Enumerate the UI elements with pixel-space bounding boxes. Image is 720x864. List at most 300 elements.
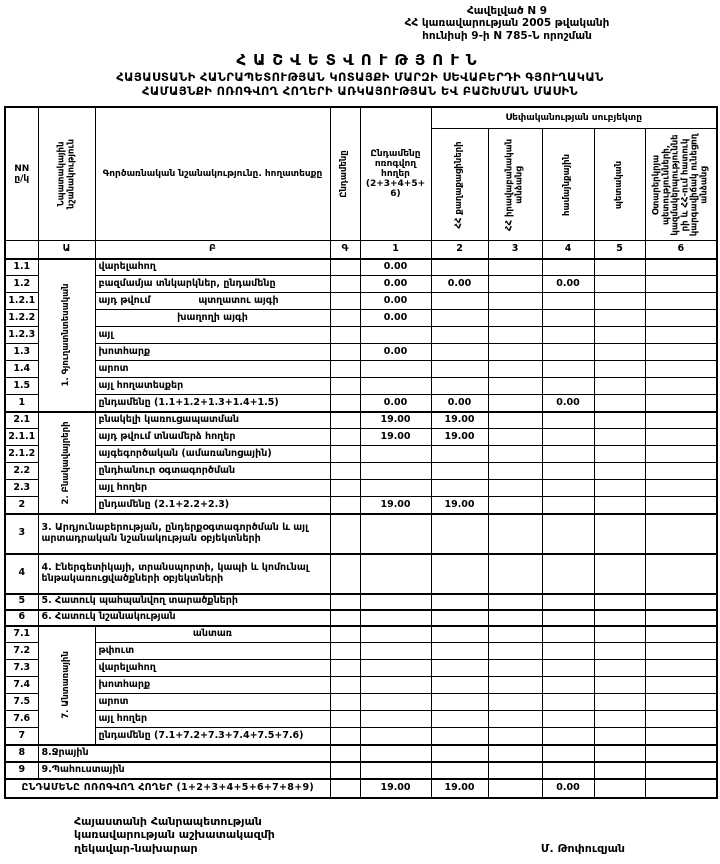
table-row-2-1-1 [5,429,717,446]
cell-v5 [594,626,645,643]
page-subtitle-line1: ՀԱՅԱՍՏԱՆԻ ՀԱՆՐԱՊԵՏՈՒԹՅԱՆ ԿՈՏԱՅՔԻ ՄԱՐԶԻ ՍԵՎԱԲԵՐԴԻ ԳՅՈՒՂԱԿԱՆ [116,69,604,84]
table-row-9 [5,762,717,779]
cell-v3 [488,293,542,310]
cell-v4 [542,694,594,711]
section-label-settlements: 2. Բնակավայրերի [38,412,95,514]
row-num: 9 [5,762,38,779]
cell-v6 [645,293,717,310]
cell-v1 [360,610,431,626]
row-num: 7.3 [5,660,38,677]
row-label-prefix: այդ թվում [98,294,151,306]
row-label: խաղողի այգի [95,310,330,327]
table-row-2-total [5,497,717,514]
row-num: 5 [5,594,38,610]
cell-v2 [431,762,488,779]
cell-v5 [594,694,645,711]
table-row-1-total [5,395,717,412]
cell-g [330,259,360,276]
cell-g [330,310,360,327]
signatory-title-line2: կառավարության աշխատակազմի [74,828,275,842]
cell-v6 [645,554,717,594]
col-header-purpose [38,107,95,241]
row-num: 2 [5,497,38,514]
row-label: անտառ [95,626,330,643]
cell-v3 [488,344,542,361]
cell-v4 [542,378,594,395]
row-label: 5. Հատուկ պահպանվող տարածքների [38,594,330,610]
table-row-7-total [5,728,717,745]
cell-v1 [360,643,431,660]
cell-v1: 19.00 [360,429,431,446]
cell-v4: 0.00 [542,779,594,798]
row-num: 1.2.1 [5,293,38,310]
title-block [0,51,720,99]
signatory-title-line3: ղեկավար-նախարար [74,842,198,856]
cell-v4 [542,711,594,728]
table-row-7-5 [5,694,717,711]
cell-v4 [542,745,594,762]
row-label: այլ հողեր [95,711,330,728]
cell-v4 [542,446,594,463]
row-label: 8.Ջրային [38,745,330,762]
col-header-owner-legal: ՀՀ իրավաբանական անձանց [488,129,542,241]
row-label: այլ հողեր [95,480,330,497]
table-row-7-6 [5,711,717,728]
cell-v6 [645,497,717,514]
row-num: 1.3 [5,344,38,361]
cell-v5 [594,429,645,446]
letter-1: 1 [360,241,431,259]
cell-v1: 19.00 [360,779,431,798]
cell-v6 [645,594,717,610]
row-label: այլ [95,327,330,344]
cell-v1: 0.00 [360,344,431,361]
row-label-main: պտղատու այգի [198,294,279,306]
row-num: 2.3 [5,480,38,497]
cell-g [330,514,360,554]
cell-v1: 0.00 [360,293,431,310]
row-label: ընդամենը (2.1+2.2+2.3) [95,497,330,514]
row-label: թփուտ [95,643,330,660]
cell-g [330,728,360,745]
page-title: ՀԱՇՎԵՏՎՈՒԹՅՈՒՆ [236,51,484,70]
cell-v1 [360,378,431,395]
cell-v6 [645,446,717,463]
cell-v3 [488,762,542,779]
cell-v6 [645,514,717,554]
cell-g [330,554,360,594]
cell-v2 [431,344,488,361]
row-num: 8 [5,745,38,762]
section-label-forest: 7. Անտառային [38,626,95,745]
cell-g [330,429,360,446]
cell-v2: 0.00 [431,395,488,412]
col-header-owner-citizens: ՀՀ քաղաքացիների [431,129,488,241]
row-num: 4 [5,554,38,594]
cell-v6 [645,711,717,728]
cell-v3 [488,711,542,728]
table-row-1-4 [5,361,717,378]
table-row-7-1 [5,626,717,643]
table-row-2-2 [5,463,717,480]
cell-v4: 0.00 [542,395,594,412]
letter-a: Ա [38,241,95,259]
row-label: արոտ [95,694,330,711]
cell-v3 [488,310,542,327]
cell-v5 [594,711,645,728]
cell-v6 [645,728,717,745]
cell-v2 [431,514,488,554]
appendix-note-line2: ՀՀ կառավարության 2005 թվականի [404,17,610,30]
cell-g [330,711,360,728]
cell-v1 [360,677,431,694]
cell-v4 [542,660,594,677]
cell-v3 [488,327,542,344]
col-header-g-total-text: Ընդամենը [339,150,350,198]
cell-g [330,694,360,711]
appendix-note-line1: Հավելված N 9 [466,5,548,17]
col-header-purpose-text: Նպատակային նշանակություն [55,138,76,209]
cell-v6 [645,378,717,395]
cell-v5 [594,779,645,798]
cell-v3 [488,728,542,745]
row-num: 1 [5,395,38,412]
cell-v1 [360,480,431,497]
signatory-name: Մ. Թոփուզյան [540,842,625,856]
cell-v4 [542,594,594,610]
cell-v6 [645,361,717,378]
cell-v3 [488,554,542,594]
cell-v3 [488,395,542,412]
row-num: 7.4 [5,677,38,694]
cell-v3 [488,779,542,798]
table-row-7-3 [5,660,717,677]
cell-v1 [360,728,431,745]
row-num: 7.5 [5,694,38,711]
cell-v4: 0.00 [542,276,594,293]
row-label: այդ թվում տնամերձ հողեր [95,429,330,446]
col-header-nn: NN ը/կ [5,107,38,241]
cell-v2 [431,711,488,728]
appendix-note-line3: հունիսի 9-ի N 785-Ն որոշման [422,29,592,42]
cell-v6 [645,276,717,293]
cell-v3 [488,677,542,694]
table-row-1-2-3 [5,327,717,344]
cell-v2 [431,378,488,395]
cell-v2 [431,327,488,344]
cell-g [330,344,360,361]
cell-v5 [594,361,645,378]
grand-total-label: ԸՆԴԱՄԵՆԸ ՈՌՈԳՎՈՂ ՀՈՂԵՐ (1+2+3+4+5+6+7+8+9) [5,779,330,798]
row-num: 3 [5,514,38,554]
cell-v3 [488,694,542,711]
row-num: 2.2 [5,463,38,480]
cell-v2: 19.00 [431,429,488,446]
row-num: 6 [5,610,38,626]
row-label: 3. Արդյունաբերության, ընդերքօգտագործման և այլ արտադրական նշանակության օբյեկտների [38,514,330,554]
table-row-1-3 [5,344,717,361]
cell-v3 [488,643,542,660]
row-label: արոտ [95,361,330,378]
letter-4: 4 [542,241,594,259]
table-row-5 [5,594,717,610]
cell-v4 [542,677,594,694]
cell-v5 [594,395,645,412]
cell-v4 [542,762,594,779]
col-header-irrigated-total: Ընդամենը ոռոգվող հողեր (2+3+4+5+6) [360,107,431,241]
table-header-row-1 [5,107,717,129]
row-label: 4. Էներգետիկայի, տրանսպորտի, կապի և կոմունալ ենթակառուցվածքների օբյեկտների [38,554,330,594]
row-num: 7 [5,728,38,745]
cell-v6 [645,779,717,798]
cell-v3 [488,276,542,293]
cell-v3 [488,660,542,677]
cell-v5 [594,344,645,361]
table-row-3 [5,514,717,554]
table-row-1-2-1 [5,293,717,310]
col-header-ownership: Սեփականության սուբյեկտը [431,107,717,129]
table-row-2-1 [5,412,717,429]
row-label [95,293,330,310]
cell-v4 [542,554,594,594]
table-row-7-4 [5,677,717,694]
cell-v4 [542,293,594,310]
cell-g [330,626,360,643]
cell-v4 [542,643,594,660]
cell-g [330,779,360,798]
cell-v6 [645,310,717,327]
table-row-2-3 [5,480,717,497]
table-row-7-2 [5,643,717,660]
cell-v2 [431,677,488,694]
row-num: 1.1 [5,259,38,276]
row-num: 2.1 [5,412,38,429]
cell-v6 [645,429,717,446]
row-num: 2.1.1 [5,429,38,446]
cell-v1: 0.00 [360,276,431,293]
cell-v1 [360,660,431,677]
cell-v1 [360,594,431,610]
row-num: 1.2.2 [5,310,38,327]
row-num: 1.2 [5,276,38,293]
cell-v5 [594,327,645,344]
cell-v4 [542,361,594,378]
cell-g [330,276,360,293]
cell-v4 [542,463,594,480]
cell-g [330,594,360,610]
cell-v3 [488,446,542,463]
row-label: այլ հողատեսքեր [95,378,330,395]
cell-v1 [360,711,431,728]
cell-v1 [360,694,431,711]
cell-v5 [594,310,645,327]
cell-v6 [645,259,717,276]
column-letters-row [5,241,717,259]
cell-v1: 0.00 [360,310,431,327]
cell-g [330,293,360,310]
row-num: 7.1 [5,626,38,643]
letter-2: 2 [431,241,488,259]
row-label: 6. Հատուկ նշանակության [38,610,330,626]
cell-v3 [488,412,542,429]
cell-v5 [594,762,645,779]
cell-g [330,378,360,395]
row-label: վարելահող [95,259,330,276]
cell-g [330,361,360,378]
cell-g [330,395,360,412]
table-row-6 [5,610,717,626]
cell-v4 [542,728,594,745]
cell-v5 [594,497,645,514]
cell-g [330,610,360,626]
cell-v6 [645,412,717,429]
row-label: խոտհարք [95,344,330,361]
cell-v2 [431,310,488,327]
cell-v5 [594,293,645,310]
cell-v2 [431,728,488,745]
cell-v2 [431,610,488,626]
letter-g: Գ [330,241,360,259]
table-row-grand-total [5,779,717,798]
cell-v1 [360,762,431,779]
cell-v1: 0.00 [360,395,431,412]
section-label-agricultural: 1. Գյուղատնտեսական [38,259,95,412]
cell-v2 [431,446,488,463]
cell-v1 [360,463,431,480]
col-header-owner-state: պետական [594,129,645,241]
cell-v6 [645,745,717,762]
cell-v4 [542,626,594,643]
cell-v4 [542,497,594,514]
cell-v4 [542,480,594,497]
cell-v6 [645,463,717,480]
cell-v5 [594,745,645,762]
report-table [4,106,718,799]
cell-v1 [360,361,431,378]
page-subtitle-line2: ՀԱՄԱՅՆՔԻ ՈՌՈԳՎՈՂ ՀՈՂԵՐԻ ԱՌԿԱՅՈՒԹՅԱՆ ԵՎ ԲԱՇԽՄԱՆ ՄԱՍԻՆ [141,84,579,99]
cell-v3 [488,610,542,626]
cell-v1: 19.00 [360,412,431,429]
cell-v2 [431,694,488,711]
cell-v2: 0.00 [431,276,488,293]
row-label: ընդհանուր օգտագործման [95,463,330,480]
cell-v1 [360,554,431,594]
cell-v5 [594,610,645,626]
cell-v1 [360,327,431,344]
row-label: խոտհարք [95,677,330,694]
cell-v1 [360,626,431,643]
row-num: 1.2.3 [5,327,38,344]
cell-v4 [542,344,594,361]
cell-v5 [594,554,645,594]
table-row-1-1 [5,259,717,276]
cell-v2 [431,594,488,610]
cell-v5 [594,446,645,463]
letter-blank [5,241,38,259]
cell-g [330,762,360,779]
cell-v2 [431,626,488,643]
cell-v6 [645,677,717,694]
cell-v4 [542,310,594,327]
letter-6: 6 [645,241,717,259]
cell-v6 [645,643,717,660]
cell-v1 [360,446,431,463]
table-row-1-2 [5,276,717,293]
cell-g [330,412,360,429]
table-row-2-1-2 [5,446,717,463]
cell-v5 [594,660,645,677]
cell-v3 [488,497,542,514]
cell-v3 [488,745,542,762]
cell-v1: 0.00 [360,259,431,276]
cell-v2 [431,643,488,660]
cell-v3 [488,594,542,610]
row-num: 7.6 [5,711,38,728]
cell-v4 [542,610,594,626]
col-header-owner-foreign: Օտարերկրյա պետությունների, կազմակերպությունների և ՀՀ-ում հատուկ կարգավիճակ ունեցող անձանց [645,129,717,241]
cell-v5 [594,259,645,276]
cell-v2: 19.00 [431,779,488,798]
cell-v2 [431,554,488,594]
cell-v4 [542,327,594,344]
appendix-note [352,5,662,42]
cell-v2 [431,660,488,677]
cell-v2 [431,463,488,480]
row-label: այգեգործական (ամառանոցային) [95,446,330,463]
cell-v3 [488,378,542,395]
cell-g [330,677,360,694]
letter-b: Բ [95,241,330,259]
cell-v6 [645,327,717,344]
cell-v5 [594,412,645,429]
footer [74,815,625,856]
cell-v2: 19.00 [431,412,488,429]
cell-g [330,463,360,480]
cell-v2 [431,259,488,276]
cell-g [330,745,360,762]
cell-g [330,480,360,497]
cell-v4 [542,429,594,446]
col-header-g-total [330,107,360,241]
row-label: ընդամենը (1.1+1.2+1.3+1.4+1.5) [95,395,330,412]
cell-v5 [594,276,645,293]
cell-v3 [488,463,542,480]
signatory-title [74,815,275,856]
cell-v5 [594,463,645,480]
cell-v3 [488,626,542,643]
cell-v3 [488,480,542,497]
cell-v3 [488,259,542,276]
cell-v6 [645,480,717,497]
row-num: 1.4 [5,361,38,378]
cell-g [330,497,360,514]
cell-v5 [594,677,645,694]
cell-v5 [594,480,645,497]
table-row-1-5 [5,378,717,395]
cell-v4 [542,259,594,276]
table-row-4 [5,554,717,594]
row-label: վարելահող [95,660,330,677]
cell-v6 [645,660,717,677]
row-num: 1.5 [5,378,38,395]
cell-v3 [488,514,542,554]
cell-v5 [594,643,645,660]
cell-g [330,643,360,660]
cell-v2 [431,480,488,497]
cell-v1 [360,745,431,762]
letter-5: 5 [594,241,645,259]
cell-g [330,446,360,463]
